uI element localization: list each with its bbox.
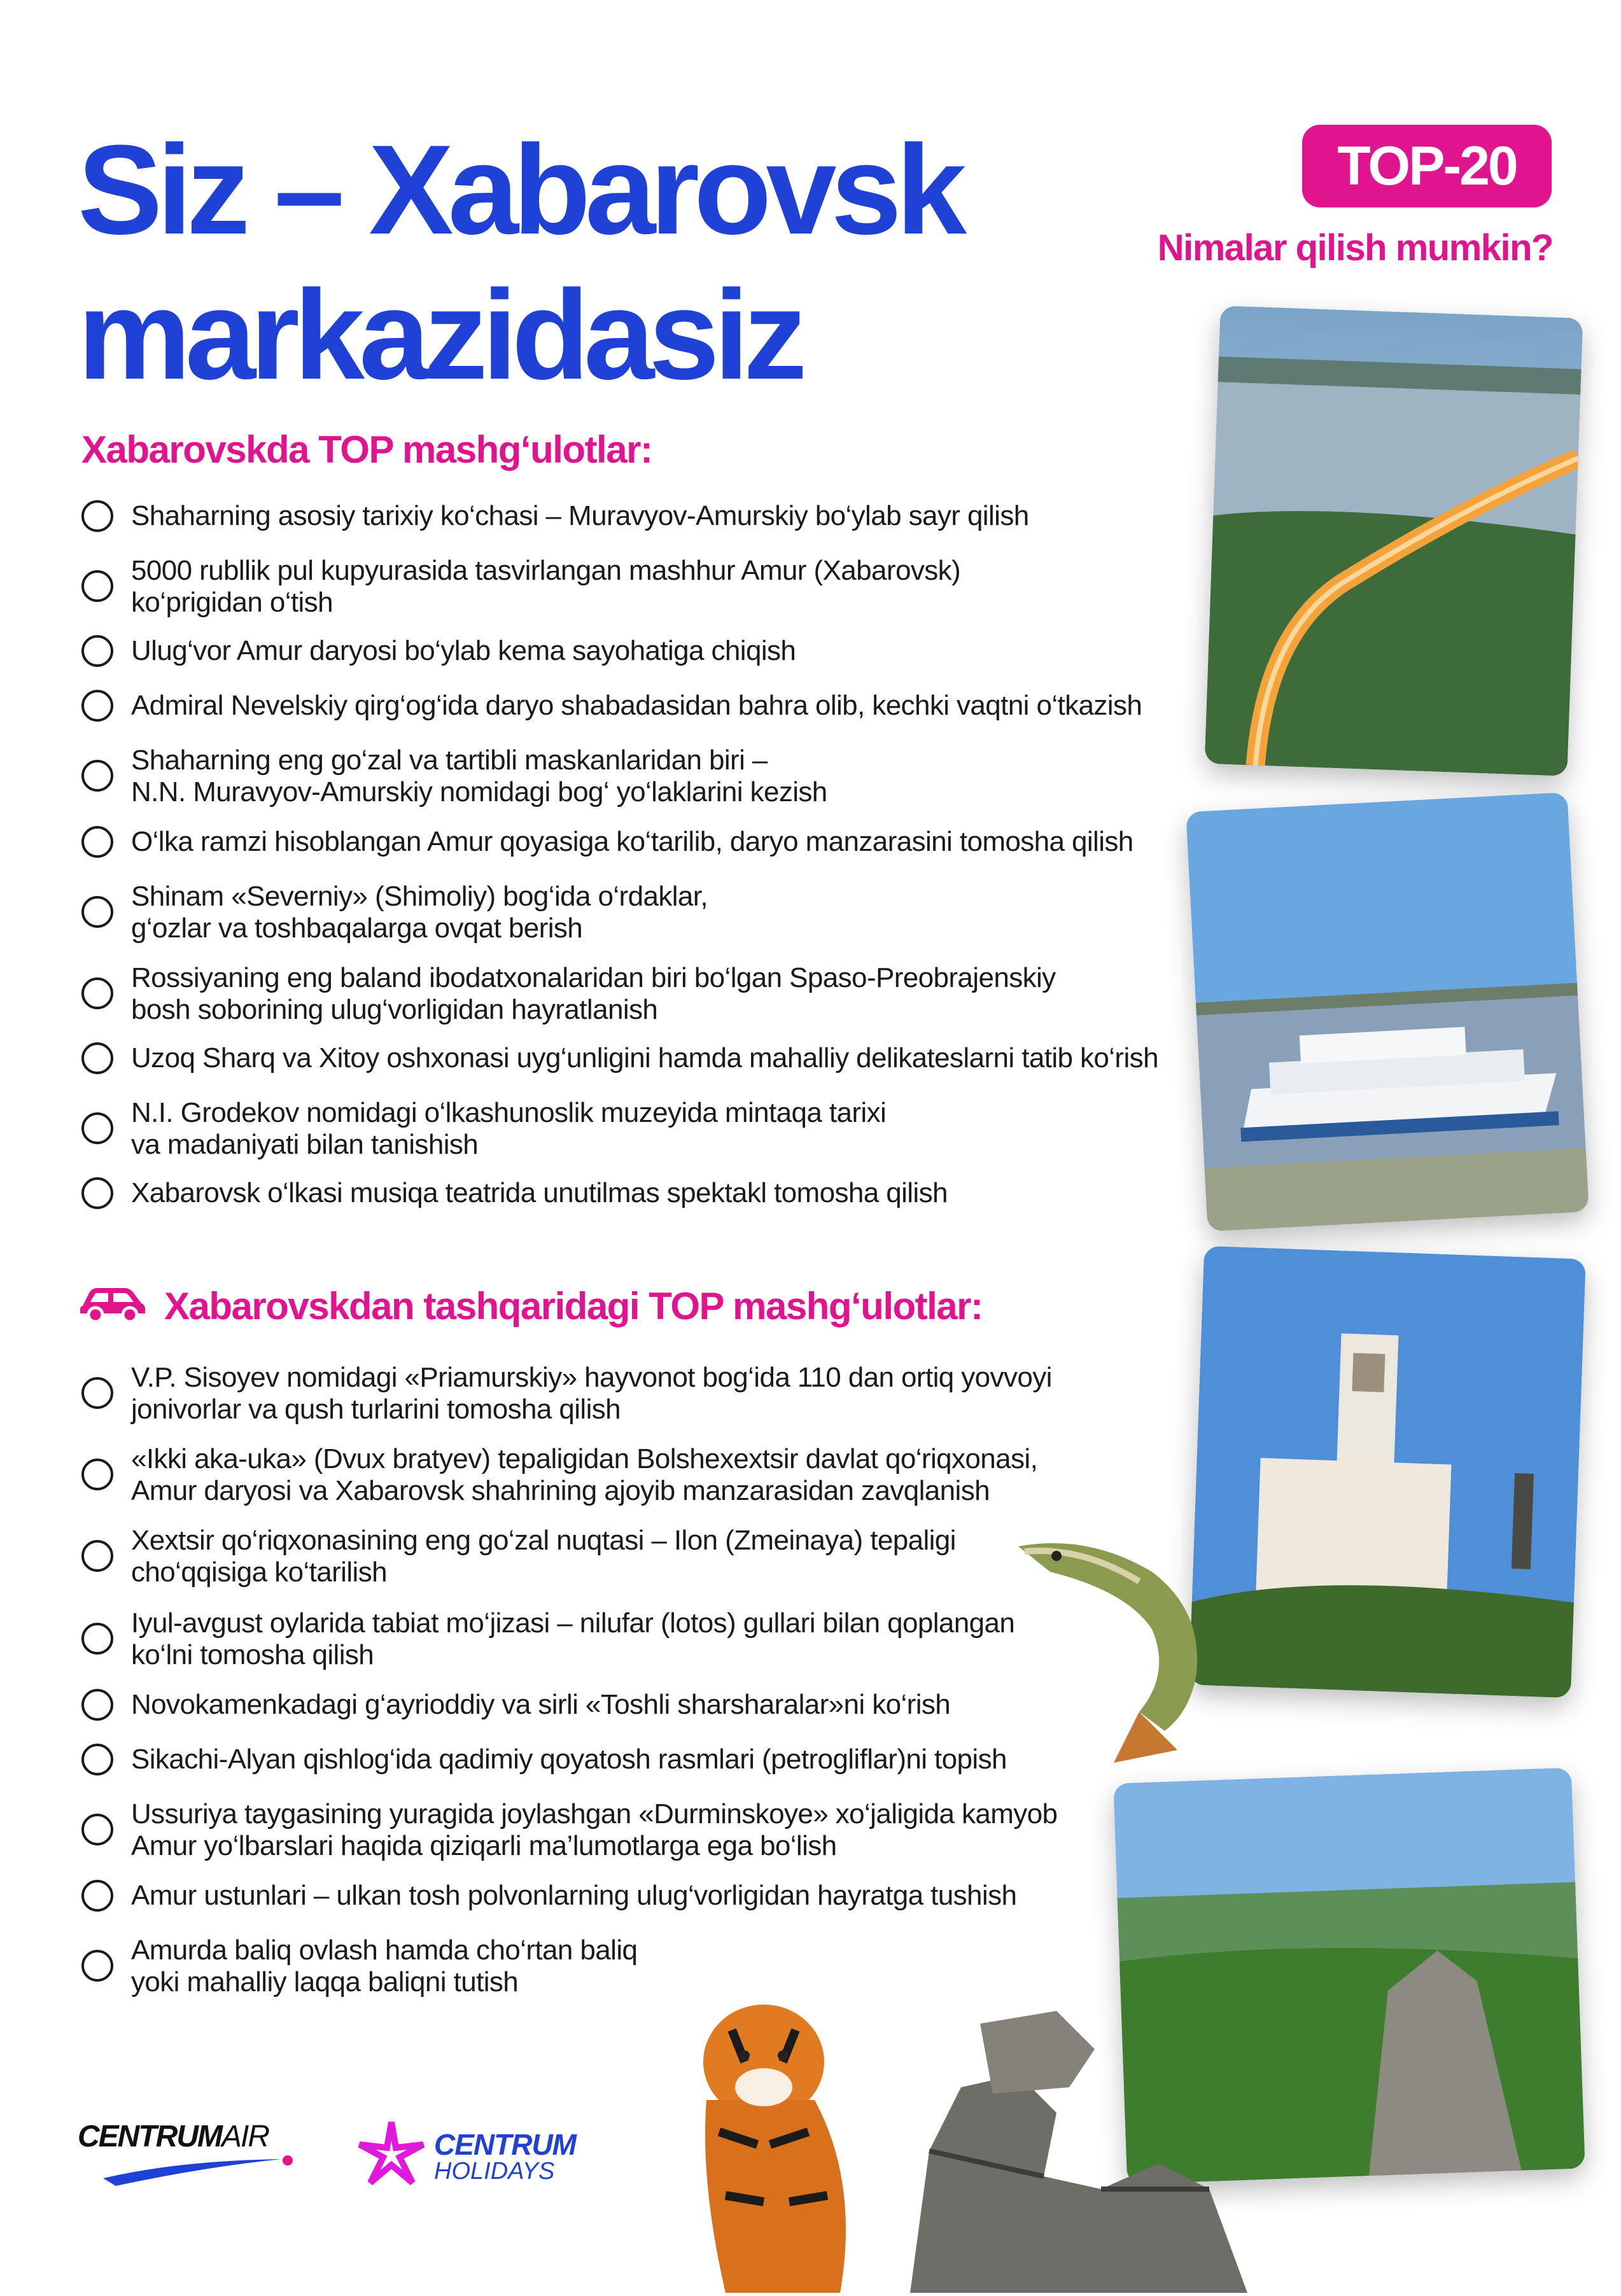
list-item-text: Iyul-avgust oylarida tabiat mo‘jizasi – nilufar (lotos) gullari bilan qoplangan ko‘lni tomosha qilish bbox=[131, 1607, 1015, 1670]
page-title-line1: Siz – Xabarovsk bbox=[78, 119, 962, 261]
list-item bbox=[81, 1042, 1158, 1074]
list-item-text: N.I. Grodekov nomidagi o‘lkashunoslik muzeyida mintaqa tarixi va madaniyati bilan tanishish bbox=[131, 1097, 887, 1160]
list-item bbox=[81, 1097, 886, 1161]
checkbox-circle-icon[interactable] bbox=[81, 1689, 113, 1721]
list-item-text: 5000 rubllik pul kupyurasida tasvirlangan mashhur Amur (Xabarovsk) ko‘prigidan o‘tish bbox=[131, 555, 961, 618]
list-item-text: Xabarovsk o‘lkasi musiqa teatrida unutilmas spektakl tomosha qilish bbox=[131, 1177, 948, 1208]
list-item bbox=[81, 1443, 1037, 1507]
list-item-text: Shinam «Severniy» (Shimoliy) bog‘ida o‘rdaklar, g‘ozlar va toshbaqalarga ovqat berish bbox=[131, 881, 708, 944]
list-item-text: V.P. Sisoyev nomidagi «Priamurskiy» hayvonot bog‘ida 110 dan ortiq yovvoyi jonivorlar va qush turlarini tomosha qilish bbox=[131, 1362, 1052, 1425]
page-title bbox=[78, 118, 1032, 408]
building-photo bbox=[1189, 1246, 1586, 1698]
star-icon bbox=[356, 2119, 426, 2189]
checkbox-circle-icon[interactable] bbox=[81, 1177, 113, 1209]
checkbox-circle-icon[interactable] bbox=[81, 760, 113, 792]
centrum-air-logo-text: CENTRUM bbox=[78, 2120, 221, 2153]
list-item bbox=[81, 500, 1029, 532]
list-item-text: Shaharning eng go‘zal va tartibli maskanlaridan biri – N.N. Muravyov-Amurskiy nomidagi bog‘ yo‘laklarini kezish bbox=[131, 745, 827, 808]
centrum-holidays-logo-top: CENTRUM bbox=[434, 2128, 576, 2161]
list-item bbox=[81, 1744, 1007, 1775]
list-item-text: Ussuriya taygasining yuragida joylashgan «Durminskoye» xo‘jaligida kamyob Amur yo‘lbarslari haqida qiziqarli ma’lumotlarga ega bo‘lish bbox=[131, 1798, 1058, 1861]
checkbox-circle-icon[interactable] bbox=[81, 1459, 113, 1490]
list-item bbox=[81, 1525, 956, 1588]
list-item bbox=[81, 1798, 1057, 1862]
list-item bbox=[81, 1689, 950, 1721]
checkbox-circle-icon[interactable] bbox=[81, 635, 113, 667]
top20-badge: TOP-20 bbox=[1302, 125, 1552, 207]
boat-photo bbox=[1186, 792, 1589, 1231]
list-item bbox=[81, 635, 796, 667]
checkbox-circle-icon[interactable] bbox=[81, 977, 113, 1009]
list-item-text: Rossiyaning eng baland ibodatxonalaridan biri bo‘lgan Spaso-Preobrajenskiy bosh soborining ulug‘vorligidan hayratlanish bbox=[131, 962, 1056, 1025]
list-item-text: Amur ustunlari – ulkan tosh polvonlarning ulug‘vorligidan hayratga tushish bbox=[131, 1880, 1017, 1911]
pike-fish-illustration bbox=[1012, 1521, 1228, 1769]
list-item bbox=[81, 1880, 1016, 1912]
checkbox-circle-icon[interactable] bbox=[81, 1112, 113, 1144]
list-item bbox=[81, 690, 1142, 722]
list-item-text: Novokamenkadagi g‘ayrioddiy va sirli «Toshli sharsharalar»ni ko‘rish bbox=[131, 1689, 951, 1720]
list-item bbox=[81, 1177, 948, 1209]
rocks-illustration bbox=[891, 1947, 1260, 2293]
list-item-text: Sikachi-Alyan qishlog‘ida qadimiy qoyatosh rasmlari (petrogliflar)ni topish bbox=[131, 1744, 1007, 1775]
centrum-holidays-logo bbox=[356, 2119, 649, 2195]
centrum-air-logo-air: AIR bbox=[221, 2120, 269, 2153]
page-title-line2: markazidasiz bbox=[78, 264, 802, 406]
checkbox-circle-icon[interactable] bbox=[81, 1880, 113, 1912]
checkbox-circle-icon[interactable] bbox=[81, 690, 113, 722]
checkbox-circle-icon[interactable] bbox=[81, 1950, 113, 1982]
car-icon bbox=[78, 1279, 148, 1324]
checkbox-circle-icon[interactable] bbox=[81, 896, 113, 928]
bridge-photo bbox=[1205, 305, 1583, 776]
list-item bbox=[81, 962, 1056, 1026]
list-item-text: Admiral Nevelskiy qirg‘og‘ida daryo shabadasidan bahra olib, kechki vaqtni o‘tkazish bbox=[131, 690, 1142, 721]
list-item bbox=[81, 1362, 1052, 1425]
list-item bbox=[81, 1607, 1014, 1671]
section1-heading: Xabarovskda TOP mashg‘ulotlar: bbox=[81, 428, 652, 471]
tiger-illustration bbox=[649, 1992, 904, 2293]
list-item-text: Amurda baliq ovlash hamda cho‘rtan baliq yoki mahalliy laqqa baliqni tutish bbox=[131, 1935, 638, 1998]
checkbox-circle-icon[interactable] bbox=[81, 570, 113, 602]
list-item-text: Shaharning asosiy tarixiy ko‘chasi – Muravyov-Amurskiy bo‘ylab sayr qilish bbox=[131, 500, 1029, 531]
checkbox-circle-icon[interactable] bbox=[81, 1623, 113, 1655]
checkbox-circle-icon[interactable] bbox=[81, 826, 113, 858]
list-item bbox=[81, 881, 708, 944]
centrum-holidays-logo-bottom: HOLIDAYS bbox=[434, 2158, 555, 2185]
list-item-text: Uzoq Sharq va Xitoy oshxonasi uyg‘unligini hamda mahalliy delikateslarni tatib ko‘rish bbox=[131, 1042, 1158, 1074]
list-item bbox=[81, 826, 1133, 858]
list-item bbox=[81, 745, 827, 808]
list-item bbox=[81, 555, 960, 619]
checkbox-circle-icon[interactable] bbox=[81, 1744, 113, 1775]
subtitle: Nimalar qilish mumkin? bbox=[1157, 227, 1553, 269]
centrum-air-logo bbox=[78, 2119, 307, 2195]
checkbox-circle-icon[interactable] bbox=[81, 1814, 113, 1845]
section2-heading: Xabarovskdan tashqaridagi TOP mashg‘ulotlar: bbox=[164, 1285, 983, 1327]
list-item-text: Ulug‘vor Amur daryosi bo‘ylab kema sayohatiga chiqish bbox=[131, 635, 796, 666]
list-item-text: «Ikki aka-uka» (Dvux bratyev) tepaligidan Bolshexextsir davlat qo‘riqxonasi, Amur daryosi va Xabarovsk shahrining ajoyib manzarasidan zavqlanish bbox=[131, 1443, 1038, 1506]
checkbox-circle-icon[interactable] bbox=[81, 500, 113, 532]
list-item bbox=[81, 1935, 637, 1998]
list-item-text: O‘lka ramzi hisoblangan Amur qoyasiga ko‘tarilib, daryo manzarasini tomosha qilish bbox=[131, 826, 1133, 857]
checkbox-circle-icon[interactable] bbox=[81, 1042, 113, 1074]
checkbox-circle-icon[interactable] bbox=[81, 1540, 113, 1572]
list-item-text: Xextsir qo‘riqxonasining eng go‘zal nuqtasi – Ilon (Zmeinaya) tepaligi cho‘qqisiga ko‘tarilish bbox=[131, 1525, 956, 1588]
checkbox-circle-icon[interactable] bbox=[81, 1377, 113, 1409]
